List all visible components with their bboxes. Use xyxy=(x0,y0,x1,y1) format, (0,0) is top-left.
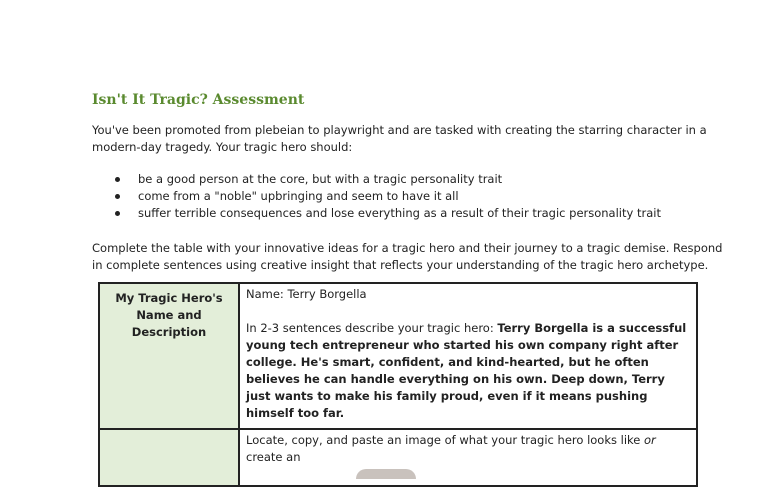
list-item: suffer terrible consequences and lose everything as a result of their tragic personality trait xyxy=(92,205,661,222)
intro-paragraph: You've been promoted from plebeian to playwright and are tasked with creating the starring character in a modern-day tragedy. Your tragic hero should: xyxy=(92,123,707,154)
name-description-cell[interactable] xyxy=(239,283,697,429)
row-label-image xyxy=(99,429,239,486)
describe-prompt: In 2-3 sentences describe your tragic hero: xyxy=(246,321,498,335)
table-row xyxy=(99,429,697,486)
list-item: come from a "noble" upbringing and seem to have it all xyxy=(92,188,661,205)
list-item: be a good person at the core, but with a tragic personality trait xyxy=(92,171,661,188)
tragic-hero-table xyxy=(98,282,698,487)
bullet-icon xyxy=(115,194,120,199)
hero-image[interactable] xyxy=(356,469,416,479)
page-title: Isn't It Tragic? Assessment xyxy=(92,92,305,108)
instructions-paragraph: Complete the table with your innovative ideas for a tragic hero and their journey to a tragic demise. Respond in complete sentences using creative insight that reflects your understanding of the tragic hero archetype. xyxy=(92,241,723,272)
table-row xyxy=(99,283,697,429)
hero-name-line: Name: Terry Borgella xyxy=(246,287,367,301)
hero-description xyxy=(246,320,690,422)
requirements-list xyxy=(92,171,661,222)
row-label-name-description: My Tragic Hero's Name and Description xyxy=(99,283,239,429)
image-cell[interactable] xyxy=(239,429,697,486)
describe-answer: Terry Borgella is a successful young tech entrepreneur who started his own company right after college. He's smart, confident, and kind-hearted, but he often believes he can handle everything on his own. Deep down, Terry just wants to make his family proud, even if it means pushing himself too far. xyxy=(246,321,687,420)
bullet-icon xyxy=(115,177,120,182)
image-prompt: Locate, copy, and paste an image of what your tragic hero looks like or create an xyxy=(246,433,656,464)
bullet-icon xyxy=(115,211,120,216)
